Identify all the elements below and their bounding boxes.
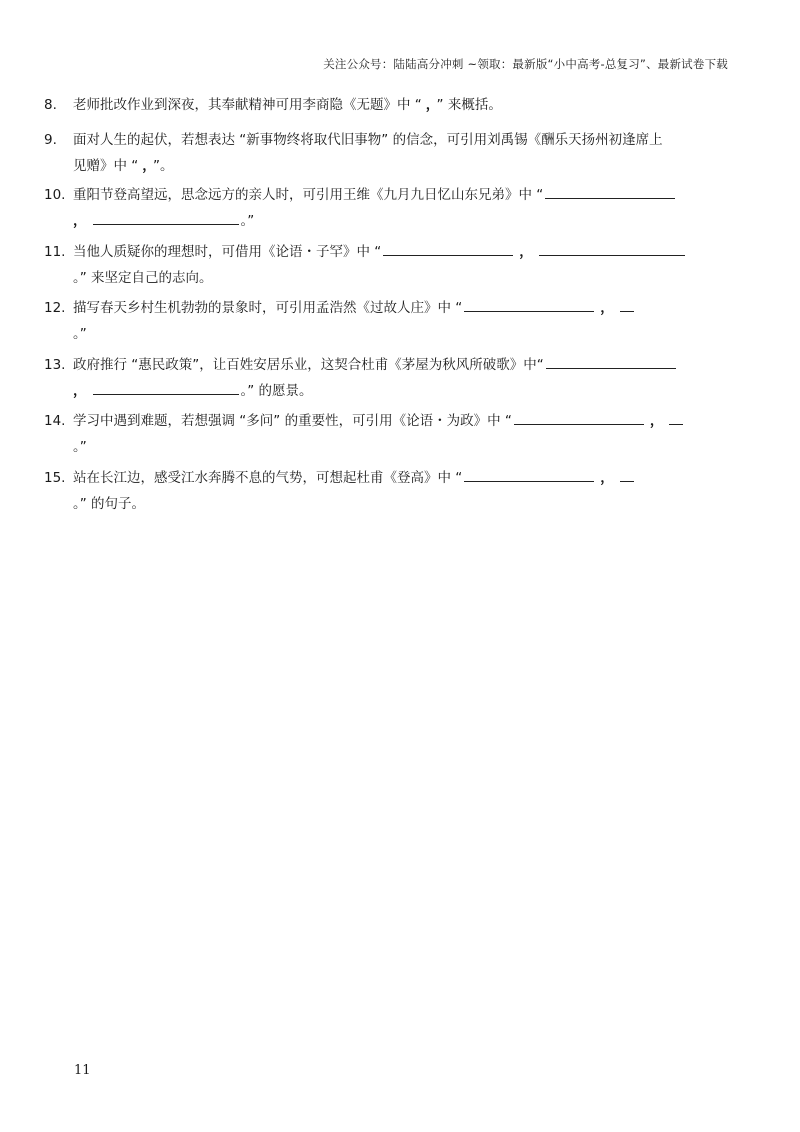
answer-blank[interactable] [620,465,634,482]
answer-blank[interactable] [546,352,676,369]
question-number: 12. [44,300,66,316]
answer-blank[interactable] [93,378,239,395]
question-number: 13. [44,357,66,373]
question-text: 政府推行 “惠民政策”，让百姓安居乐业，这契合杜甫《茅屋为秋风所破歌》中“ [73,357,544,373]
question-text-end: 。” 的句子。 [73,496,146,512]
question-number: 14. [44,413,66,429]
answer-blank[interactable] [539,239,685,256]
question-text: 当他人质疑你的理想时，可借用《论语・子罕》中 “ [73,244,382,260]
question-8 [44,92,744,118]
comma: ， [600,300,614,316]
answer-blank[interactable] [93,208,239,225]
comma: ， [425,97,433,113]
question-text: 站在长江边，感受江水奔腾不息的气势，可想起杜甫《登高》中 “ [73,470,463,486]
question-text: 重阳节登高望远，思念远方的亲人时，可引用王维《九月九日忆山东兄弟》中 “ [73,187,544,203]
question-text-end: ” 来概括。 [436,97,502,113]
comma: ， [73,213,87,229]
comma: ， [600,470,614,486]
question-number: 15. [44,470,66,486]
question-10 [44,182,744,234]
answer-blank[interactable] [514,408,644,425]
question-12 [44,295,744,347]
answer-blank[interactable] [464,465,594,482]
question-9 [44,127,744,179]
question-14 [44,408,744,460]
comma: ， [142,158,150,174]
page-number: 11 [74,1063,91,1078]
question-text-end: 。” 的愿景。 [240,383,313,399]
question-11 [44,239,744,291]
question-13 [44,352,744,404]
question-number: 11. [44,244,66,260]
question-text-end: ”。 [153,158,174,174]
question-text-end: 。” [73,439,87,455]
answer-blank[interactable] [669,408,683,425]
answer-blank[interactable] [545,182,675,199]
answer-blank[interactable] [464,295,594,312]
question-number: 9. [44,132,57,148]
answer-blank[interactable] [620,295,634,312]
question-number: 10. [44,187,66,203]
comma: ， [73,383,87,399]
comma: ， [519,244,533,260]
question-text: 描写春天乡村生机勃勃的景象时，可引用孟浩然《过故人庄》中 “ [73,300,463,316]
answer-blank[interactable] [383,239,513,256]
page-header-promo: 关注公众号：陆陆高分冲刺 ~领取：最新版“小中高考-总复习”、最新试卷下载 [323,57,728,71]
question-number: 8. [44,97,57,113]
question-text-end: 。” [240,213,255,229]
question-text: 学习中遇到难题，若想强调 “多问” 的重要性，可引用《论语・为政》中 “ [73,413,512,429]
question-15 [44,465,744,517]
question-text: 老师批改作业到深夜，其奉献精神可用李商隐《无题》中 “ [73,97,422,113]
question-text: 见赠》中 “ [73,158,139,174]
question-text-end: 。” [73,326,87,342]
question-text-end: 。” 来坚定自己的志向。 [73,270,213,286]
comma: ， [649,413,664,429]
question-text-line1: 面对人生的起伏，若想表达 “新事物终将取代旧事物” 的信念，可引用刘禹锡《酬乐天扬州初逢席上 [73,132,663,148]
